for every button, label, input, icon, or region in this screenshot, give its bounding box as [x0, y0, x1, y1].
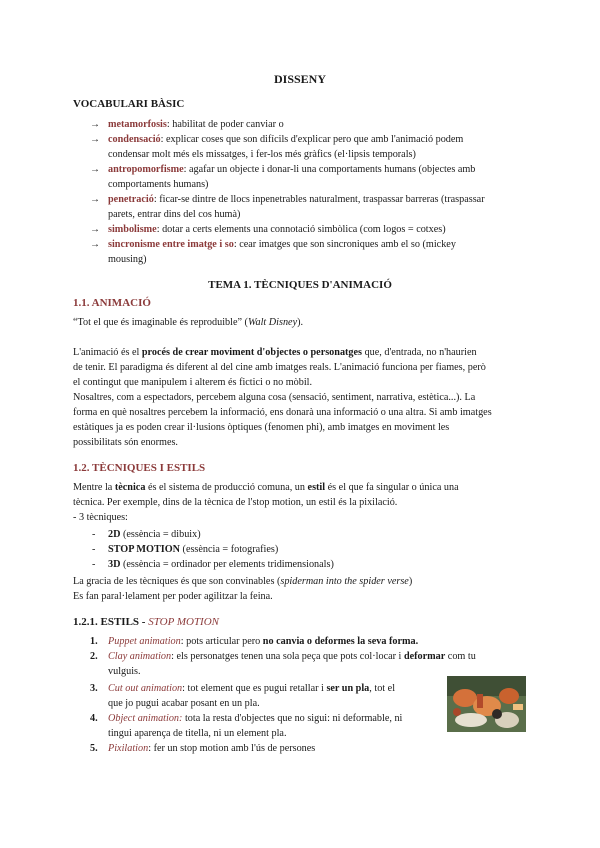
paragraph-line: Es fan paral·lelament per poder agilitzar la feina.	[73, 591, 273, 602]
vocab-item-cont: mousing)	[108, 254, 147, 265]
paragraph-line: estàtiques ja es poden crear il·lusions òptiques (fenomen phi), amb imatges en moviment les	[73, 422, 450, 433]
style-item-cont: vulguis.	[108, 666, 141, 677]
paragraph-line: Mentre la tècnica és el sistema de producció comuna, un estil és el que fa singular o única una	[73, 482, 459, 493]
vocab-item-cont: comportaments humans)	[108, 179, 209, 190]
section-heading-tecniques: 1.2. TÈCNIQUES I ESTILS	[73, 462, 206, 474]
list-number: 1.	[90, 636, 98, 647]
dash-bullet: -	[92, 559, 96, 570]
technique-item: 3D (essència = ordinador per elements tridimensionals)	[108, 559, 334, 570]
cut-out-animation-photo	[447, 676, 526, 732]
subsection-heading-estils: 1.2.1. ESTILS - STOP MOTION	[73, 616, 220, 628]
quote: “Tot el que és imaginable és reproduible” (Walt Disney).	[73, 317, 304, 328]
arrow-icon: →	[90, 119, 100, 130]
vocab-item: penetració: ficar-se dintre de llocs inpenetrables naturalment, traspassar barreras (traspassar	[108, 194, 485, 205]
technique-item: 2D (essència = dibuix)	[108, 529, 201, 540]
paragraph-line: Nosaltres, com a espectadors, percebem alguna cosa (sensació, sentiment, narrativa, estètica...). La	[73, 392, 476, 403]
style-item: Object animation: tota la resta d'objectes que no sigui: ni deformable, ni	[108, 713, 403, 724]
paragraph-line: La gracia de les tècniques és que son convinables (spiderman into the spider verse)	[73, 576, 413, 587]
style-item: Pixilation: fer un stop motion amb l'ús de persones	[108, 743, 316, 754]
vocab-item-cont: condensar molt més els missatges, i fer-los més gràfics (el·lipsis temporals)	[108, 149, 416, 160]
section-heading-animacio: 1.1. ANIMACIÓ	[73, 297, 151, 309]
arrow-icon: →	[90, 164, 100, 175]
vocab-item: sincronisme entre imatge i so: cear imatges que son sincroniques amb el so (mickey	[108, 239, 456, 250]
style-item: Puppet animation: pots articular pero no canvia o deformes la seva forma.	[108, 636, 419, 647]
arrow-icon: →	[90, 134, 100, 145]
paragraph-line: de tenir. El paradigma és diferent al del cine amb imatges reals. L'animació funciona per fiames, però	[73, 362, 486, 373]
dash-bullet: -	[92, 529, 96, 540]
technique-item: STOP MOTION (essència = fotografies)	[108, 544, 279, 555]
list-number: 3.	[90, 683, 98, 694]
dash-bullet: -	[92, 544, 96, 555]
paragraph-line: tècnica. Per exemple, dins de la tècnica de l'stop motion, un estil és la pixilació.	[73, 497, 398, 508]
style-item-cont: tingui aparença de titella, ni un element pla.	[108, 728, 287, 739]
tema-title: TEMA 1. TÈCNIQUES D'ANIMACIÓ	[208, 279, 392, 291]
vocab-item-cont: parets, entrar dins del cos humà)	[108, 209, 241, 220]
vocab-item: condensació: explicar coses que son difícils d'explicar pero que amb l'animació podem	[108, 134, 464, 145]
list-number: 5.	[90, 743, 98, 754]
list-number: 4.	[90, 713, 98, 724]
paragraph-line: el contingut que manipulem i alterem és fictici o no mòbil.	[73, 377, 313, 388]
vocab-item: metamorfosis: habilitat de poder canviar o	[108, 119, 284, 130]
style-item-cont: que jo pugui acabar posant en un pla.	[108, 698, 260, 709]
paragraph-line: - 3 tècniques:	[73, 512, 128, 523]
vocab-item: antropomorfisme: agafar un objecte i donar-li una comportaments humans (objectes amb	[108, 164, 476, 175]
arrow-icon: →	[90, 224, 100, 235]
document-title: DISSENY	[273, 72, 327, 86]
vocab-heading: VOCABULARI BÀSIC	[73, 98, 185, 110]
arrow-icon: →	[90, 194, 100, 205]
photo-illustration	[447, 676, 526, 732]
list-number: 2.	[90, 651, 98, 662]
arrow-icon: →	[90, 239, 100, 250]
style-item: Cut out animation: tot element que es pugui retallar i ser un pla, tot el	[108, 683, 396, 694]
style-item: Clay animation: els personatges tenen una sola peça que pots col·locar i deformar com tu	[108, 651, 476, 662]
paragraph-line: forma en què nosaltres percebem la informació, ens donarà una informació o una altra. Si amb imatges	[73, 407, 492, 418]
paragraph-line: possibilitats són enormes.	[73, 437, 178, 448]
paragraph-line: L'animació és el procés de crear moviment d'objectes o personatges que, d'entrada, no n'haurien	[73, 347, 477, 358]
vocab-item: simbolisme: dotar a certs elements una connotació simbòlica (com logos = cotxes)	[108, 224, 446, 235]
